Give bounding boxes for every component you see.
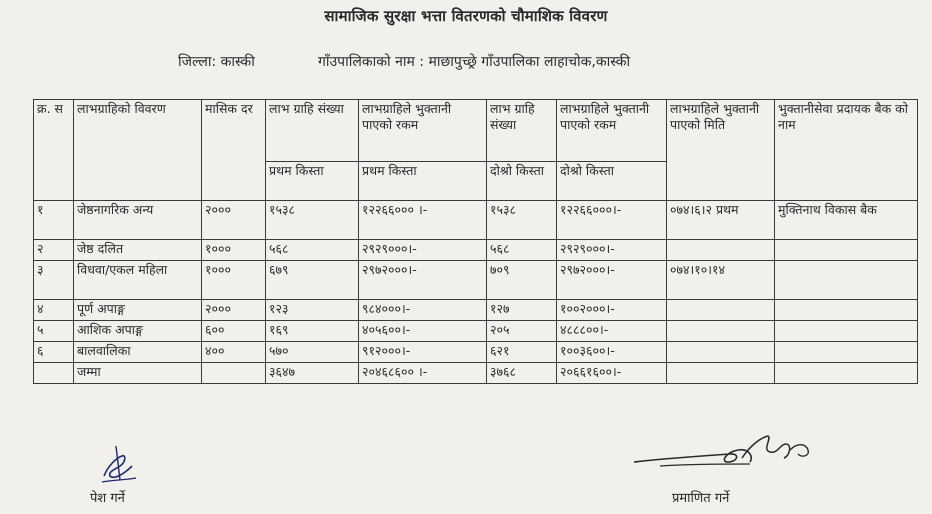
cell-count-first: ५७० xyxy=(266,342,359,363)
header-beneficiary: लाभग्राहिको विवरण xyxy=(74,100,202,201)
total-amount-second: २०६६१६००।- xyxy=(557,363,667,384)
total-amount-first: २०४६८६०० ।- xyxy=(359,363,487,384)
cell-count-first: १५३८ xyxy=(266,201,359,240)
distribution-table xyxy=(33,99,918,384)
cell-bank xyxy=(775,300,918,321)
cell-payment-date xyxy=(667,300,775,321)
cell-rate: १००० xyxy=(202,261,266,300)
cell-count-second: १२७ xyxy=(487,300,557,321)
table-row xyxy=(34,261,918,300)
table-row xyxy=(34,300,918,321)
header-count-second: लाभ ग्राहि संख्या xyxy=(487,100,557,162)
cell-amount-first: २९२९०००।- xyxy=(359,240,487,261)
cell-beneficiary: आशिक अपाङ्ग xyxy=(74,321,202,342)
table-row xyxy=(34,342,918,363)
submitted-by-label: पेश गर्ने xyxy=(90,491,125,506)
cell-bank xyxy=(775,342,918,363)
submitter-signature xyxy=(86,436,156,496)
cell-rate: १००० xyxy=(202,240,266,261)
cell-sn: २ xyxy=(34,240,74,261)
approved-by-label: प्रमाणित गर्ने xyxy=(672,491,730,506)
cell-amount-first: ९१२०००।- xyxy=(359,342,487,363)
total-count-second: ३७६८ xyxy=(487,363,557,384)
cell-bank xyxy=(775,261,918,300)
table-row xyxy=(34,201,918,240)
subheader-count-first: प्रथम किस्ता xyxy=(266,162,359,201)
cell-payment-date: ०७४।६।२ प्रथम xyxy=(667,201,775,240)
document-title: सामाजिक सुरक्षा भत्ता वितरणको चौमाशिक विवरण xyxy=(324,7,608,25)
cell-bank xyxy=(775,321,918,342)
cell-count-second: २०५ xyxy=(487,321,557,342)
table-row xyxy=(34,321,918,342)
cell-bank-empty xyxy=(775,363,918,384)
cell-sn: ४ xyxy=(34,300,74,321)
total-count-first: ३६४७ xyxy=(266,363,359,384)
cell-rate: २००० xyxy=(202,201,266,240)
cell-amount-first: ४०५६००।- xyxy=(359,321,487,342)
cell-bank: मुक्तिनाथ विकास बैक xyxy=(775,201,918,240)
cell-count-first: १६९ xyxy=(266,321,359,342)
cell-amount-second: १२२६६०००।- xyxy=(557,201,667,240)
cell-amount-first: २९७२०००।- xyxy=(359,261,487,300)
cell-sn-empty xyxy=(34,363,74,384)
cell-count-second: ६२१ xyxy=(487,342,557,363)
header-bank: भुक्तानीसेवा प्रदायक बैक को नाम xyxy=(775,100,918,201)
cell-amount-second: १००३६००।- xyxy=(557,342,667,363)
header-count-first: लाभ ग्राहि संख्या xyxy=(266,100,359,162)
cell-amount-second: १००२०००।- xyxy=(557,300,667,321)
cell-amount-second: २९७२०००।- xyxy=(557,261,667,300)
cell-payment-date xyxy=(667,321,775,342)
cell-sn: ६ xyxy=(34,342,74,363)
cell-rate: ४०० xyxy=(202,342,266,363)
header-sn: क्र. स xyxy=(34,100,74,201)
cell-count-first: ६७९ xyxy=(266,261,359,300)
cell-payment-date xyxy=(667,240,775,261)
cell-count-second: १५३८ xyxy=(487,201,557,240)
cell-payment-date xyxy=(667,342,775,363)
cell-count-first: १२३ xyxy=(266,300,359,321)
district-label: जिल्ला: कास्की xyxy=(178,54,255,70)
cell-sn: ३ xyxy=(34,261,74,300)
total-label: जम्मा xyxy=(74,363,202,384)
cell-beneficiary: विधवा/एकल महिला xyxy=(74,261,202,300)
cell-sn: ५ xyxy=(34,321,74,342)
cell-beneficiary: जेष्ठनागरिक अन्य xyxy=(74,201,202,240)
total-row xyxy=(34,363,918,384)
municipality-label: गाँउपालिकाको नाम : माछापुच्छ्रे गाँउपालिका लाहाचोक,कास्की xyxy=(318,54,631,70)
cell-sn: १ xyxy=(34,201,74,240)
cell-amount-second: २९२९०००।- xyxy=(557,240,667,261)
cell-count-second: ७०९ xyxy=(487,261,557,300)
cell-date-empty xyxy=(667,363,775,384)
cell-beneficiary: पूर्ण अपाङ्ग xyxy=(74,300,202,321)
header-payment-date: लाभग्राहिले भुक्तानी पाएको मिति xyxy=(667,100,775,201)
header-row xyxy=(34,100,918,162)
subheader-amount-first: प्रथम किस्ता xyxy=(359,162,487,201)
cell-payment-date: ०७४।१०।१४ xyxy=(667,261,775,300)
subheader-amount-second: दोश्रो किस्ता xyxy=(557,162,667,201)
cell-amount-first: ९८४०००।- xyxy=(359,300,487,321)
cell-rate-empty xyxy=(202,363,266,384)
cell-amount-first: १२२६६००० ।- xyxy=(359,201,487,240)
cell-beneficiary: बालवालिका xyxy=(74,342,202,363)
cell-rate: ६०० xyxy=(202,321,266,342)
cell-beneficiary: जेष्ठ दलित xyxy=(74,240,202,261)
cell-bank xyxy=(775,240,918,261)
table-row xyxy=(34,240,918,261)
cell-rate: २००० xyxy=(202,300,266,321)
cell-amount-second: ४८८८००।- xyxy=(557,321,667,342)
header-amount-second: लाभग्राहिले भुक्तानी पाएको रकम xyxy=(557,100,667,162)
cell-count-second: ५६८ xyxy=(487,240,557,261)
approver-signature xyxy=(630,428,830,478)
header-amount-first: लाभग्राहिले भुक्तानी पाएको रकम xyxy=(359,100,487,162)
header-rate: मासिक दर xyxy=(202,100,266,201)
subheader-count-second: दोश्रो किस्ता xyxy=(487,162,557,201)
cell-count-first: ५६८ xyxy=(266,240,359,261)
